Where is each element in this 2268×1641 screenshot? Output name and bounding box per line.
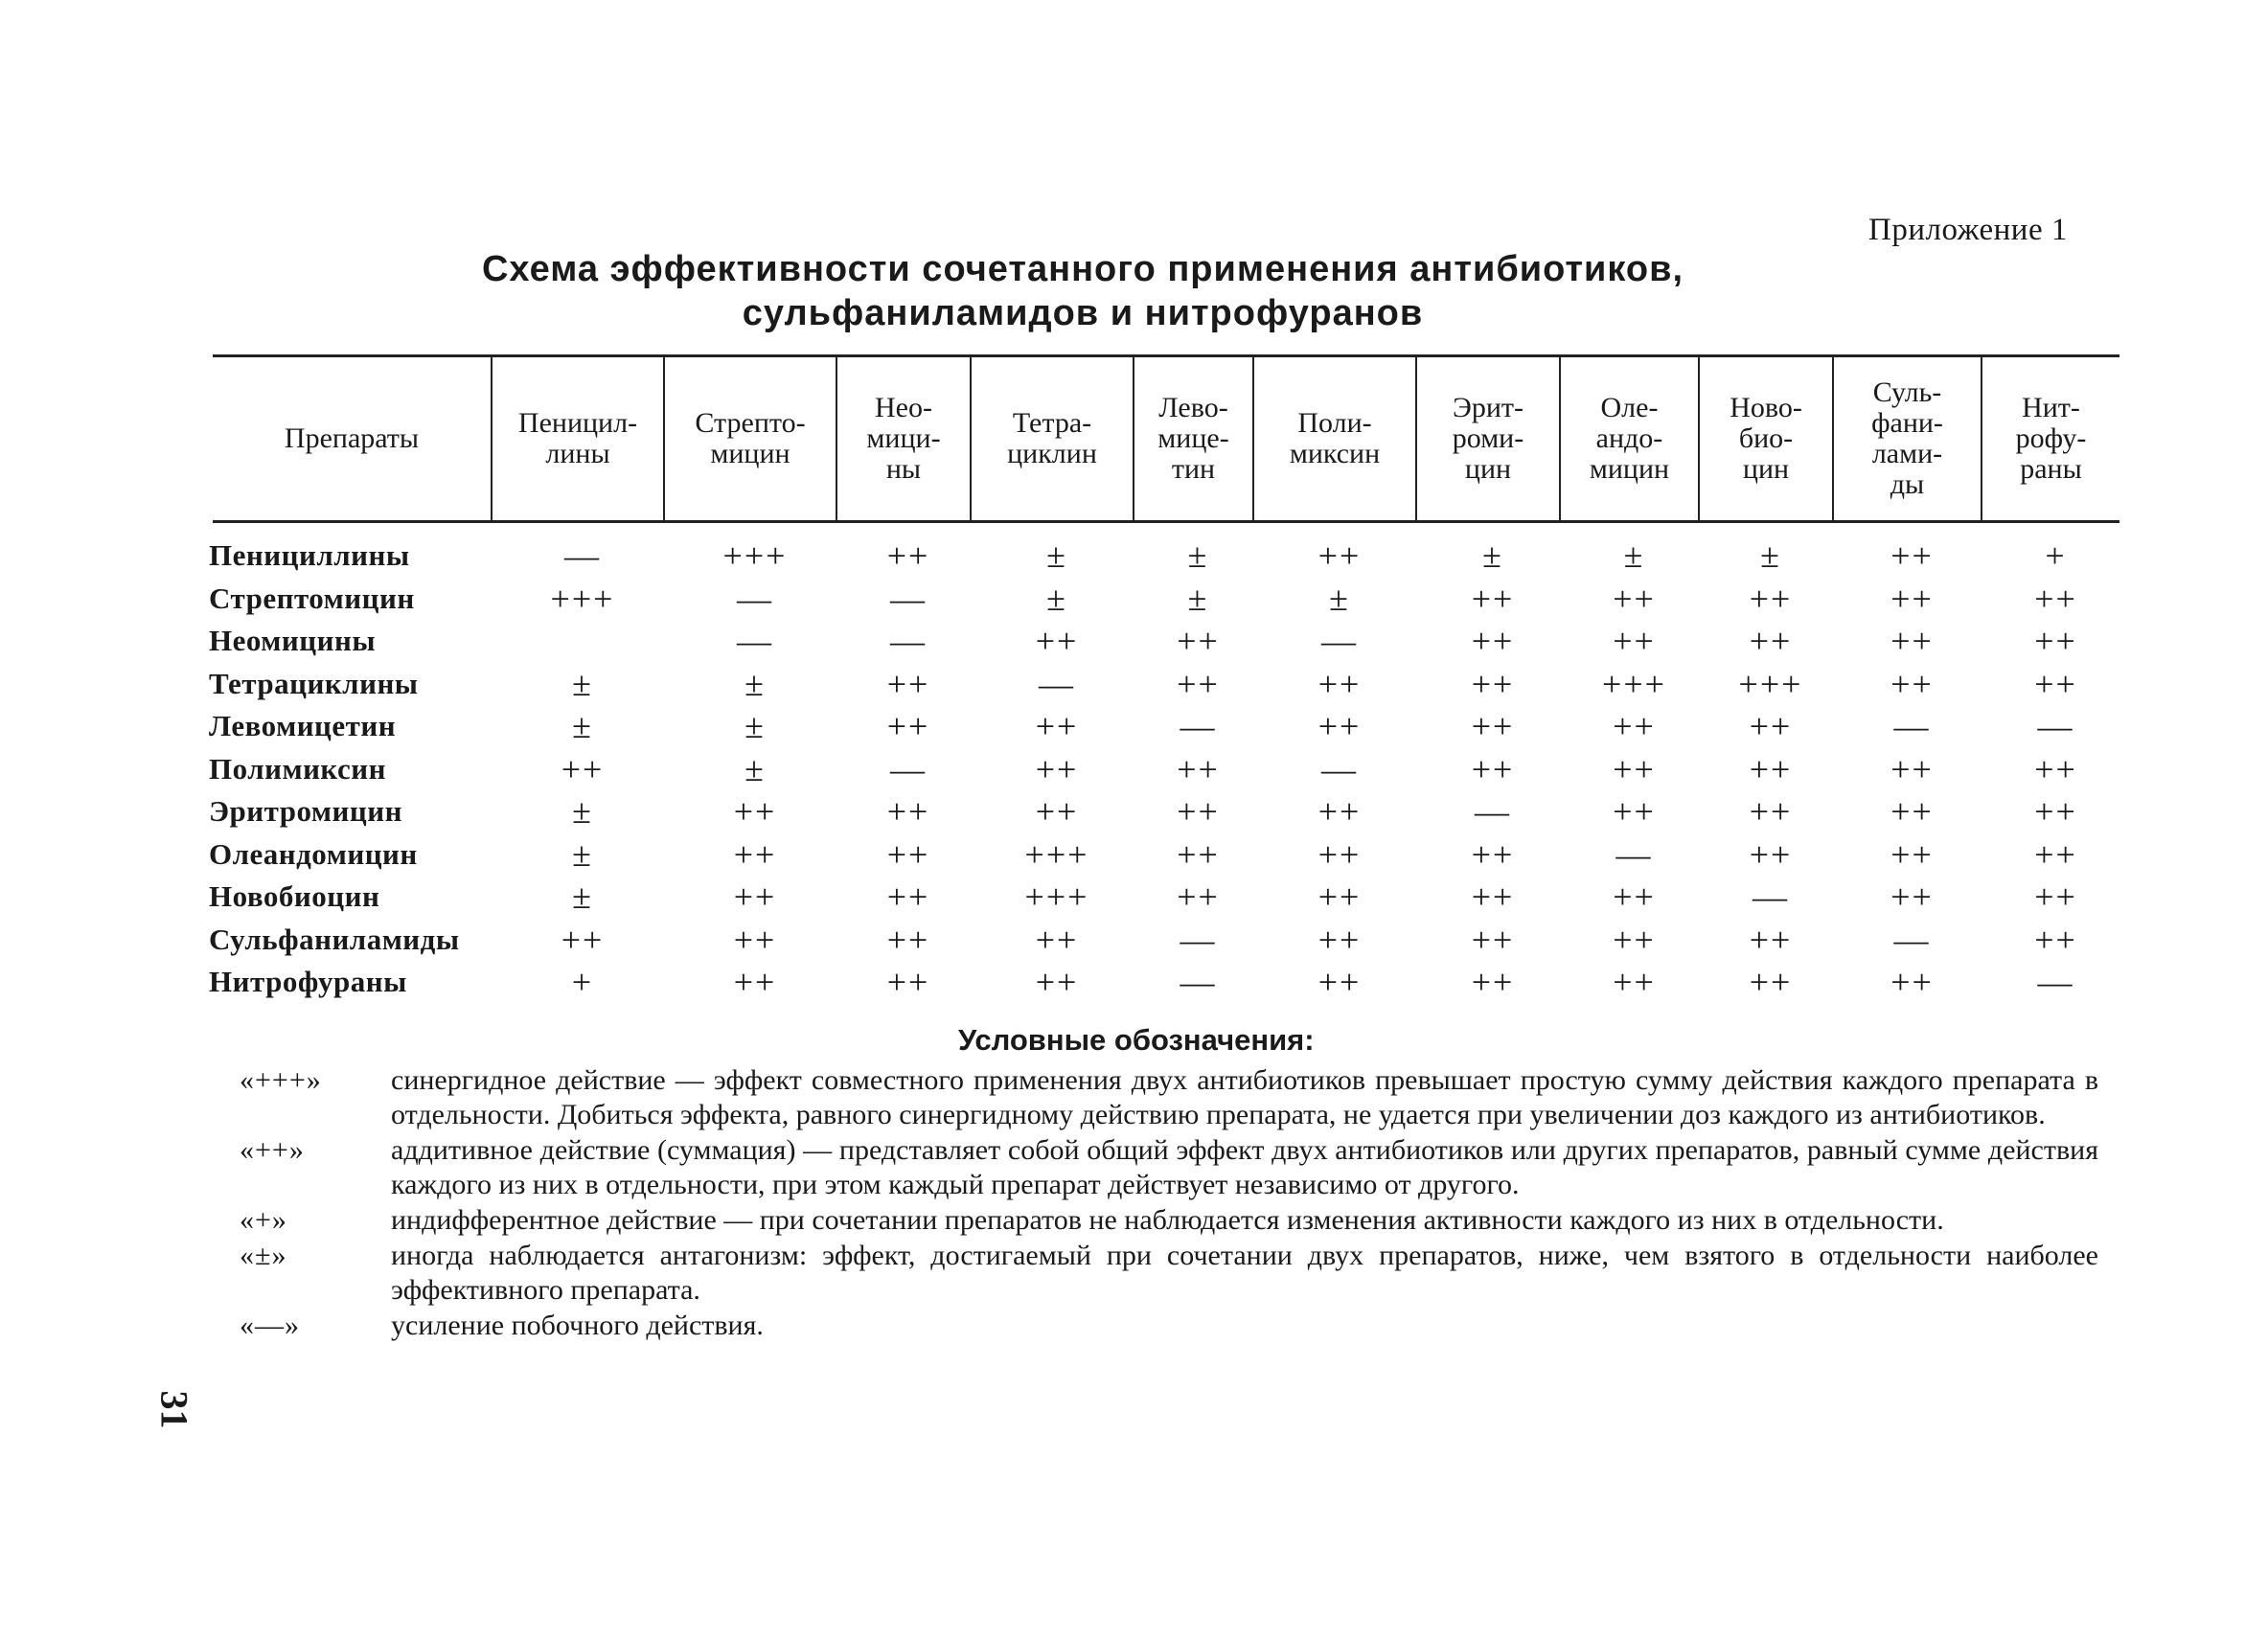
header-col-11-line: рофу- bbox=[2015, 422, 2087, 454]
header-col-8-line: андо- bbox=[1595, 422, 1663, 454]
table-row bbox=[209, 790, 2125, 833]
table-header bbox=[213, 354, 2119, 523]
table-cell: ± bbox=[1329, 579, 1350, 618]
table-row bbox=[209, 833, 2125, 877]
table-cell: ++ bbox=[1749, 579, 1793, 618]
table-cell: — bbox=[1321, 749, 1358, 788]
table-cell: ++ bbox=[1890, 792, 1934, 832]
row-drug-name: Пенициллины bbox=[209, 538, 410, 573]
header-col-10 bbox=[1832, 357, 1981, 520]
table-cell: ++ bbox=[1613, 622, 1656, 661]
table-row bbox=[209, 748, 2125, 791]
table-cell: ++ bbox=[1890, 877, 1934, 917]
table-cell: ++ bbox=[1749, 707, 1793, 746]
table-cell: ++ bbox=[1317, 920, 1362, 959]
table-cell: ++ bbox=[886, 664, 930, 703]
table-cell: ++ bbox=[733, 877, 777, 917]
table-body bbox=[209, 535, 2125, 1004]
legend-text: иногда наблюдается антагонизм: эффект, достигаемый при сочетании двух препаратов, ниже, чем взятого в отдельности наиболее эффективного препарата. bbox=[391, 1240, 2098, 1306]
table-cell: ++ bbox=[1613, 920, 1656, 959]
table-row bbox=[209, 705, 2125, 748]
table-cell: +++ bbox=[1024, 877, 1089, 917]
table-cell: ++ bbox=[1471, 877, 1515, 917]
table-cell: ++ bbox=[1749, 920, 1793, 959]
row-drug-name: Неомицины bbox=[209, 624, 377, 658]
table-cell: ± bbox=[572, 877, 593, 917]
legend-title: Условные обозначения: bbox=[958, 1023, 1315, 1057]
row-drug-name: Тетрациклины bbox=[209, 666, 419, 700]
table-cell: ++ bbox=[1749, 622, 1793, 661]
header-col-9-line: цин bbox=[1742, 453, 1790, 485]
table-cell: ++ bbox=[1035, 792, 1079, 832]
table-cell: ++ bbox=[1317, 963, 1362, 1002]
header-col-1 bbox=[491, 357, 663, 520]
header-col-9-line: био- bbox=[1738, 422, 1794, 454]
header-col-2-line: Стрепто- bbox=[695, 407, 806, 439]
legend-text: индифферентное действие — при сочетании препаратов не наблюдается изменения активности каждого из них в отдельности. bbox=[391, 1204, 1944, 1236]
legend-item bbox=[240, 1203, 2098, 1238]
table-cell: + bbox=[571, 963, 594, 1002]
appendix-label: Приложение 1 bbox=[1868, 213, 2068, 247]
table-cell: ± bbox=[572, 664, 593, 703]
header-col-3 bbox=[836, 357, 970, 520]
header-col-5-line: тин bbox=[1171, 453, 1216, 485]
table-cell: ++ bbox=[1317, 792, 1362, 832]
table-row bbox=[209, 578, 2125, 621]
table-row bbox=[209, 876, 2125, 919]
legend-symbol: «+» bbox=[240, 1204, 287, 1236]
header-col-11-line: Нит- bbox=[2022, 392, 2080, 423]
table-cell: ++ bbox=[733, 834, 777, 874]
table-cell: — bbox=[1615, 834, 1653, 874]
table-cell: ++ bbox=[886, 834, 930, 874]
table-cell: ± bbox=[745, 664, 766, 703]
table-cell: ± bbox=[1187, 536, 1209, 576]
table-cell: ++ bbox=[1035, 749, 1079, 788]
table-cell: — bbox=[2037, 963, 2074, 1002]
table-cell: — bbox=[1475, 792, 1511, 832]
table-cell: — bbox=[890, 579, 927, 618]
table-cell: ++ bbox=[1177, 664, 1220, 703]
table-cell: ++ bbox=[1471, 707, 1515, 746]
header-col-6-line: Поли- bbox=[1297, 407, 1372, 439]
header-col-9-line: Ново- bbox=[1730, 392, 1802, 423]
table-cell: ± bbox=[1760, 536, 1781, 576]
header-drugs-label: Препараты bbox=[284, 422, 420, 454]
header-col-8-line: мицин bbox=[1589, 453, 1670, 485]
legend-symbol: «±» bbox=[240, 1240, 287, 1271]
table-cell: ++ bbox=[1177, 749, 1220, 788]
legend-item bbox=[240, 1133, 2098, 1202]
table-cell: ++ bbox=[1613, 963, 1656, 1002]
header-col-11-line: раны bbox=[2020, 453, 2082, 485]
header-col-10-line: лами- bbox=[1871, 438, 1943, 469]
table-cell: ++ bbox=[733, 920, 777, 959]
page-title-line-2: сульфаниламидов и нитрофуранов bbox=[742, 293, 1424, 333]
table-cell: +++ bbox=[1738, 664, 1803, 703]
header-col-9 bbox=[1698, 357, 1832, 520]
header-col-10-line: фани- bbox=[1871, 407, 1943, 439]
table-cell: ++ bbox=[1317, 664, 1362, 703]
header-col-5 bbox=[1133, 357, 1252, 520]
row-drug-name: Эритромицин bbox=[209, 794, 402, 829]
legend-symbol: «++» bbox=[240, 1134, 305, 1166]
table-cell: ++ bbox=[1035, 622, 1079, 661]
table-cell: ++ bbox=[2034, 664, 2077, 703]
table-cell: ++ bbox=[1317, 877, 1362, 917]
table-cell: ++ bbox=[1749, 792, 1793, 832]
table-cell: ++ bbox=[1317, 536, 1362, 576]
table-cell: ++ bbox=[1471, 664, 1515, 703]
table-cell: ++ bbox=[2034, 792, 2077, 832]
table-cell: ++ bbox=[886, 792, 930, 832]
table-cell: ++ bbox=[1035, 963, 1079, 1002]
table-cell: ++ bbox=[1471, 579, 1515, 618]
header-col-5-line: Лево- bbox=[1158, 392, 1228, 423]
header-col-6 bbox=[1252, 357, 1415, 520]
header-col-4 bbox=[970, 357, 1133, 520]
header-col-2-line: мицин bbox=[710, 438, 790, 469]
table-cell: ++ bbox=[886, 920, 930, 959]
table-cell: ++ bbox=[1471, 963, 1515, 1002]
table-cell: ++ bbox=[1749, 834, 1793, 874]
table-cell: ++ bbox=[733, 792, 777, 832]
row-drug-name: Новобиоцин bbox=[209, 879, 380, 914]
table-cell: ++ bbox=[733, 963, 777, 1002]
table-cell: ++ bbox=[1177, 834, 1220, 874]
table-cell: — bbox=[1039, 664, 1075, 703]
header-col-7-line: цин bbox=[1464, 453, 1512, 485]
legend-item bbox=[240, 1309, 2098, 1343]
table-cell: ++ bbox=[1890, 749, 1934, 788]
table-cell: ++ bbox=[1471, 920, 1515, 959]
legend-text: синергидное действие — эффект совместного применения двух антибиотиков превышает простую сумму действия каждого препарата в отдельности. Добиться эффекта, равного синергидному действию препарата, не удается при увеличении доз каждого из антибиотиков. bbox=[391, 1064, 2098, 1130]
row-drug-name: Стрептомицин bbox=[209, 581, 415, 615]
legend-text: аддитивное действие (суммация) — представляет собой общий эффект двух антибиотиков или других препаратов, равный сумме действия каждого из них в отдельности, при этом каждый препарат действует независимо от другого. bbox=[391, 1134, 2098, 1200]
legend-symbol: «—» bbox=[240, 1310, 300, 1341]
table-cell: ++ bbox=[886, 963, 930, 1002]
table-cell: ± bbox=[1623, 536, 1645, 576]
header-drugs bbox=[213, 357, 491, 520]
table-row bbox=[209, 620, 2125, 663]
table-cell: ++ bbox=[1613, 792, 1656, 832]
table-cell: — bbox=[890, 622, 927, 661]
table-cell: ++ bbox=[1890, 536, 1934, 576]
table-cell: ++ bbox=[1317, 707, 1362, 746]
legend bbox=[240, 1063, 2098, 1344]
table-cell: — bbox=[1180, 963, 1217, 1002]
legend-text: усиление побочного действия. bbox=[391, 1310, 764, 1341]
table-cell: — bbox=[564, 536, 601, 576]
table-cell: ++ bbox=[1177, 792, 1220, 832]
table-cell: ++ bbox=[1035, 707, 1079, 746]
table-cell: ± bbox=[1482, 536, 1503, 576]
table-cell: ++ bbox=[886, 707, 930, 746]
table-cell: ± bbox=[572, 707, 593, 746]
header-col-1-line: лины bbox=[545, 438, 610, 469]
header-col-8 bbox=[1559, 357, 1698, 520]
table-cell: ++ bbox=[1890, 664, 1934, 703]
table-cell: ++ bbox=[1471, 749, 1515, 788]
header-col-4-line: циклин bbox=[1007, 438, 1097, 469]
table-cell: ++ bbox=[1890, 834, 1934, 874]
row-drug-name: Нитрофураны bbox=[209, 965, 407, 999]
table-cell: ++ bbox=[1317, 834, 1362, 874]
table-cell: +++ bbox=[1602, 664, 1666, 703]
table-cell: — bbox=[1180, 707, 1217, 746]
table-cell: ++ bbox=[886, 536, 930, 576]
header-col-7 bbox=[1415, 357, 1559, 520]
legend-symbol: «+++» bbox=[240, 1064, 322, 1096]
table-cell: ++ bbox=[886, 877, 930, 917]
table-cell: ++ bbox=[561, 920, 605, 959]
table-row bbox=[209, 919, 2125, 962]
legend-item bbox=[240, 1063, 2098, 1132]
table-cell: ++ bbox=[1613, 707, 1656, 746]
table-cell: ++ bbox=[1035, 920, 1079, 959]
table-cell: ++ bbox=[561, 749, 605, 788]
table-cell: ± bbox=[572, 834, 593, 874]
legend-item bbox=[240, 1239, 2098, 1308]
table-cell: — bbox=[1753, 877, 1789, 917]
header-col-11 bbox=[1981, 357, 2119, 520]
header-col-7-line: Эрит- bbox=[1453, 392, 1523, 423]
table-cell: ++ bbox=[1890, 579, 1934, 618]
header-col-5-line: мице- bbox=[1157, 422, 1229, 454]
table-cell: +++ bbox=[1024, 834, 1089, 874]
header-col-6-line: миксин bbox=[1289, 438, 1381, 469]
row-drug-name: Сульфаниламиды bbox=[209, 922, 460, 956]
table-cell: — bbox=[737, 579, 773, 618]
table-cell: — bbox=[1893, 920, 1931, 959]
table-row bbox=[209, 663, 2125, 706]
table-cell: ++ bbox=[1613, 579, 1656, 618]
header-col-7-line: роми- bbox=[1452, 422, 1524, 454]
table-cell: ± bbox=[745, 749, 766, 788]
header-col-2 bbox=[663, 357, 836, 520]
table-cell: ++ bbox=[2034, 622, 2077, 661]
table-cell: — bbox=[1321, 622, 1358, 661]
header-col-10-line: ды bbox=[1890, 468, 1925, 500]
table-cell: ++ bbox=[2034, 877, 2077, 917]
table-cell: ++ bbox=[1749, 749, 1793, 788]
header-col-3-line: Нео- bbox=[875, 392, 932, 423]
table-cell: — bbox=[1180, 920, 1217, 959]
table-cell: + bbox=[2045, 536, 2067, 576]
table-cell: ± bbox=[745, 707, 766, 746]
table-row bbox=[209, 535, 2125, 578]
header-col-8-line: Оле- bbox=[1600, 392, 1659, 423]
table-cell: ++ bbox=[1749, 963, 1793, 1002]
table-cell: ++ bbox=[1890, 963, 1934, 1002]
header-col-4-line: Тетра- bbox=[1012, 407, 1092, 439]
header-col-10-line: Суль- bbox=[1872, 376, 1942, 408]
table-cell: +++ bbox=[722, 536, 788, 576]
header-col-3-line: мици- bbox=[866, 422, 941, 454]
table-cell: ++ bbox=[1177, 877, 1220, 917]
row-drug-name: Левомицетин bbox=[209, 709, 397, 743]
table-cell: ++ bbox=[1471, 622, 1515, 661]
table-cell: ++ bbox=[1613, 749, 1656, 788]
table-cell: +++ bbox=[550, 579, 615, 618]
table-row bbox=[209, 961, 2125, 1004]
table-cell: ++ bbox=[1890, 622, 1934, 661]
table-cell: ++ bbox=[1613, 877, 1656, 917]
table-cell: ++ bbox=[1177, 622, 1220, 661]
table-cell: ± bbox=[1046, 536, 1067, 576]
table-cell: ± bbox=[1046, 579, 1067, 618]
page-number: 31 bbox=[152, 1390, 196, 1429]
table-cell: ++ bbox=[2034, 579, 2077, 618]
table-cell: — bbox=[890, 749, 927, 788]
row-drug-name: Полимиксин bbox=[209, 751, 387, 786]
header-col-1-line: Пеницил- bbox=[517, 407, 638, 439]
table-cell: — bbox=[1893, 707, 1931, 746]
row-drug-name: Олеандомицин bbox=[209, 836, 418, 871]
table-cell: — bbox=[737, 622, 773, 661]
table-cell: ++ bbox=[2034, 749, 2077, 788]
page-title-line-1: Схема эффективности сочетанного применения антибиотиков, bbox=[481, 249, 1684, 289]
table-cell: ± bbox=[572, 792, 593, 832]
table-cell: ++ bbox=[1471, 834, 1515, 874]
table-cell: ± bbox=[1187, 579, 1209, 618]
table-cell: — bbox=[2037, 707, 2074, 746]
header-col-3-line: ны bbox=[885, 453, 922, 485]
table-cell: ++ bbox=[2034, 834, 2077, 874]
table-cell: ++ bbox=[2034, 920, 2077, 959]
